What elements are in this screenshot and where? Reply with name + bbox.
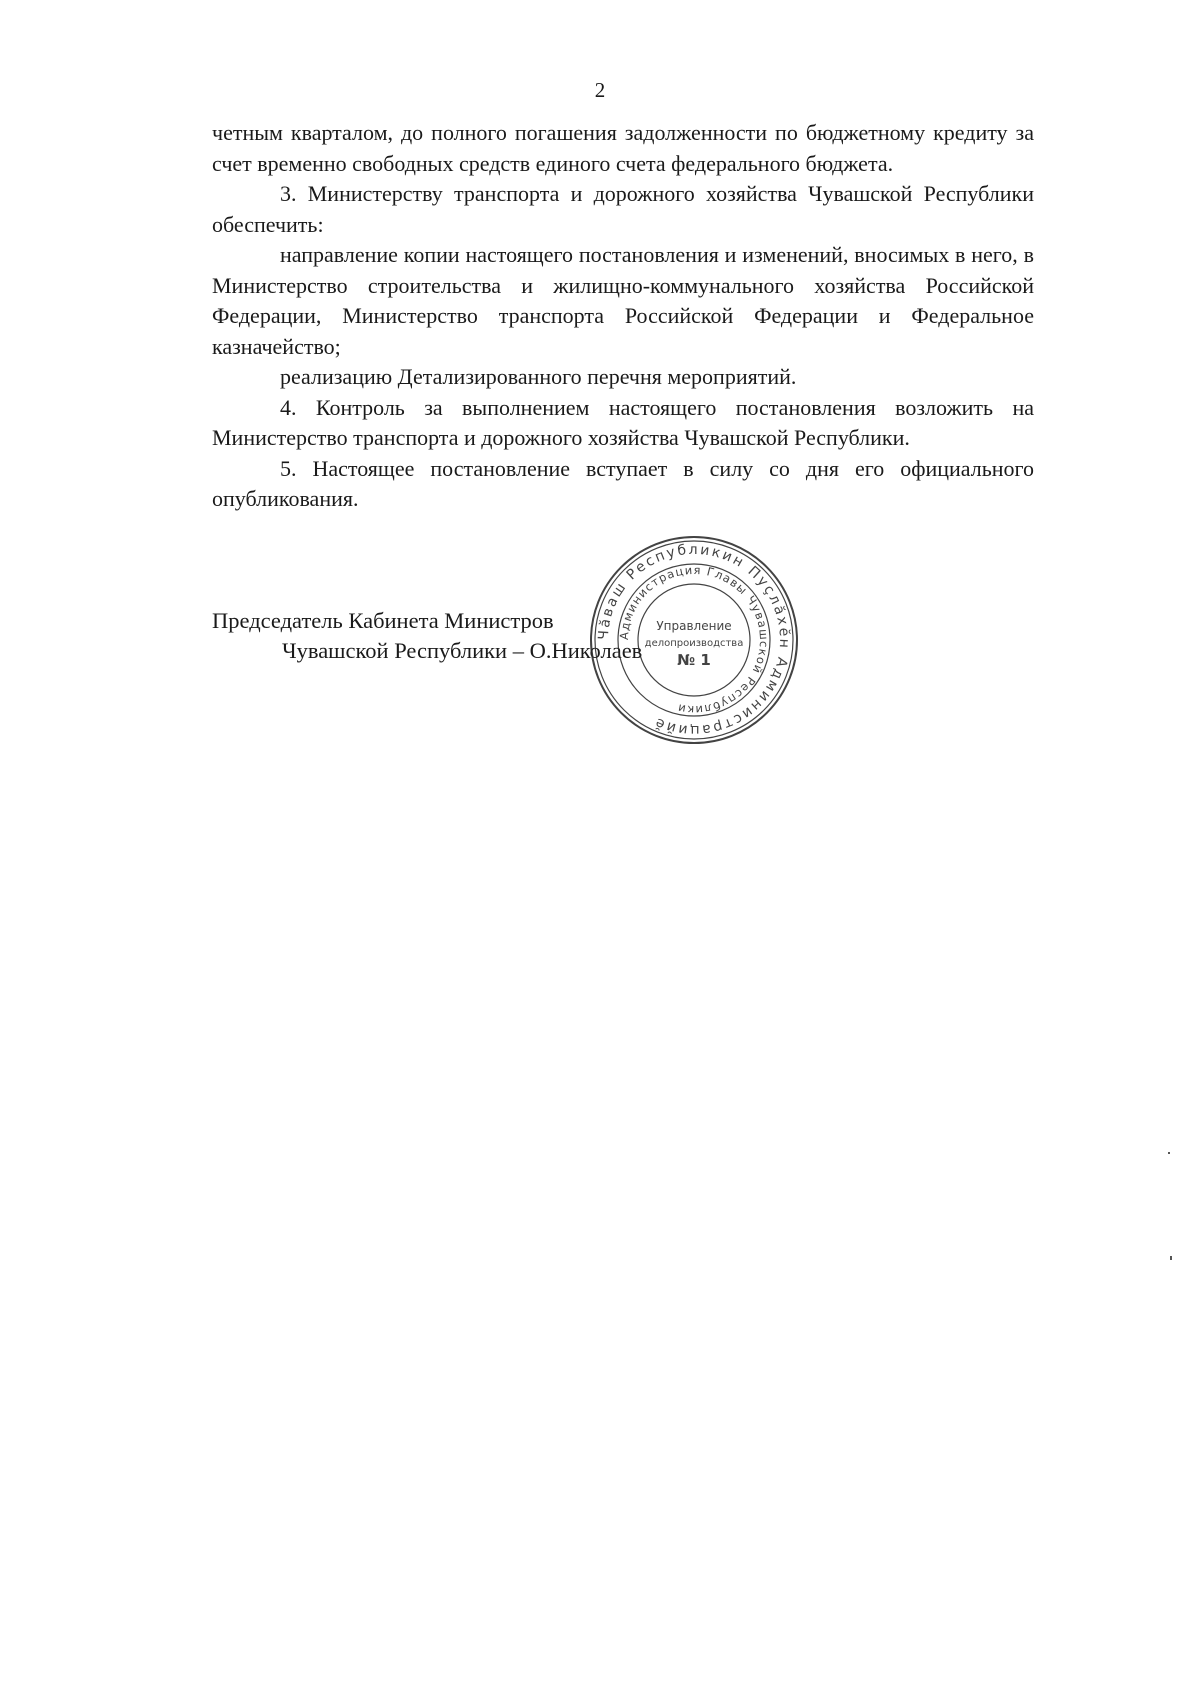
- scan-speck: [1168, 1152, 1170, 1154]
- paragraph-item-3: 3. Министерству транспорта и дорожного хозяйства Чувашской Республики обеспечить:: [212, 181, 1034, 237]
- paragraph-continuation: четным кварталом, до полного погашения задолженности по бюджетному кредиту за счет временно свободных средств единого счета федерального бюджета.: [212, 120, 1034, 176]
- paragraph-item-3-sub-2: реализацию Детализированного перечня мероприятий.: [280, 364, 797, 389]
- signature-name: Чувашской Республики – О.Николаев: [282, 638, 643, 663]
- signature-title: Председатель Кабинета Министров: [212, 608, 554, 633]
- official-seal-stamp: [584, 530, 804, 750]
- seal-center-line-1: Управление: [656, 619, 732, 633]
- paragraph-item-3-sub-1: направление копии настоящего постановления и изменений, вносимых в него, в Министерство строительства и жилищно-коммунального хозяйства Российской Федерации, Министерство транспорта Российской Федерации и Федеральное казначейство;: [212, 242, 1034, 359]
- seal-center-line-3: № 1: [677, 651, 711, 669]
- paragraph-item-4: 4. Контроль за выполнением настоящего постановления возложить на Министерство транспорта и дорожного хозяйства Чувашской Республики.: [212, 394, 1034, 450]
- seal-outer-ring-text: Чăваш Республикин Пуçлăхĕн Администрацийĕ: [595, 541, 793, 739]
- document-body: [212, 118, 1034, 515]
- page-number: 2: [594, 78, 606, 102]
- seal-inner-ring-text: Администрация Главы Чувашской Республики: [616, 562, 772, 718]
- paragraph-item-5: 5. Настоящее постановление вступает в силу со дня его официального опубликования.: [212, 455, 1034, 511]
- seal-center-line-2: делопроизводства: [644, 638, 744, 649]
- scan-speck: [1170, 1256, 1172, 1260]
- signature-block: [212, 606, 642, 666]
